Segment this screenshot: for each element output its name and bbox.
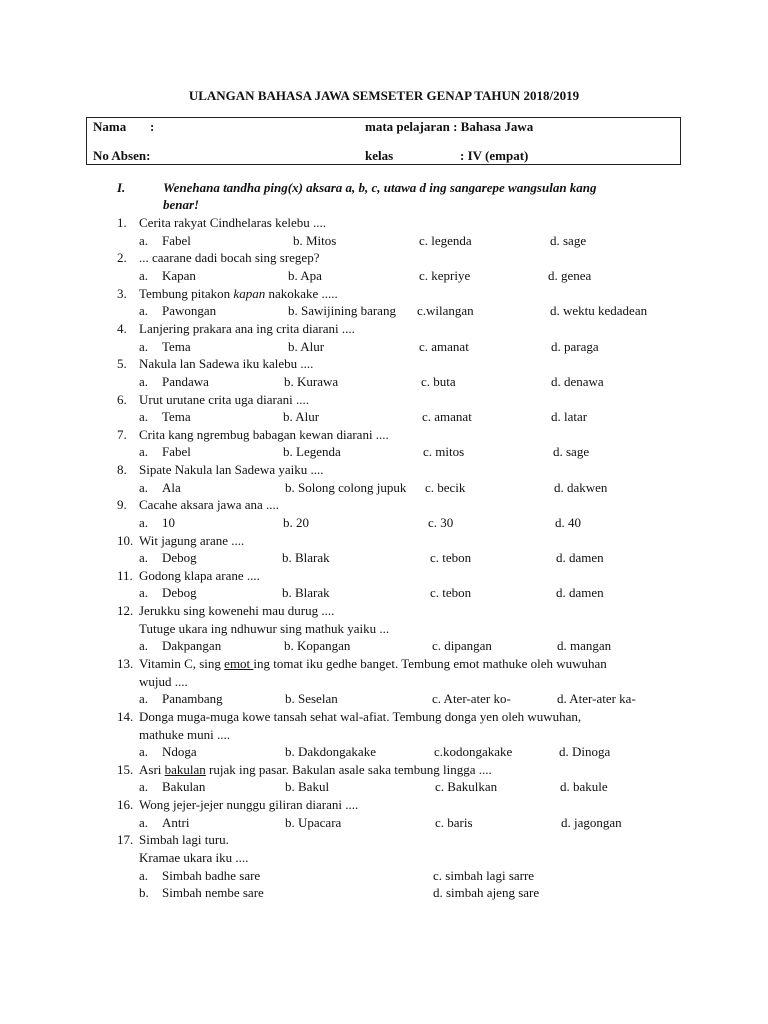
- question-text: Vitamin C, sing emot ing tomat iku gedhe banget. Tembung emot mathuke oleh wuwuhan: [139, 656, 607, 671]
- option-a-prefix: a.: [139, 638, 149, 653]
- option-a: Panambang: [162, 691, 223, 706]
- nama-colon: :: [150, 119, 155, 134]
- option-c: c. 30: [428, 515, 454, 530]
- option-a-prefix: a.: [139, 233, 149, 248]
- option-c: c. legenda: [419, 233, 472, 248]
- option-a-prefix: a.: [139, 515, 149, 530]
- question-text: Cerita rakyat Cindhelaras kelebu ....: [139, 215, 326, 230]
- emphasized-word: kapan: [233, 286, 266, 301]
- option-a-prefix: a.: [139, 339, 149, 354]
- option-c: c. buta: [421, 374, 456, 389]
- question-number: 6.: [117, 392, 127, 407]
- option-b: b. Mitos: [293, 233, 337, 248]
- question-text: Nakula lan Sadewa iku kalebu ....: [139, 356, 314, 371]
- question-number: 3.: [117, 286, 127, 301]
- question-text: Jerukku sing kowenehi mau durug ....: [139, 603, 335, 618]
- option-a-prefix: a.: [139, 585, 149, 600]
- option-a: Bakulan: [162, 779, 206, 794]
- option-d: d. sage: [553, 444, 590, 459]
- question-text-line-2: Tutuge ukara ing ndhuwur sing mathuk yaiku ...: [139, 621, 390, 636]
- question-text: Sipate Nakula lan Sadewa yaiku ....: [139, 462, 324, 477]
- option-c: c. Bakulkan: [435, 779, 498, 794]
- question-text: ... caarane dadi bocah sing sregep?: [139, 250, 320, 265]
- absen-label: No Absen:: [93, 148, 151, 163]
- option-b: b. Blarak: [282, 550, 330, 565]
- option-b: b. 20: [283, 515, 309, 530]
- option-a-prefix: a.: [139, 868, 149, 883]
- question-text: Wit jagung arane ....: [139, 533, 245, 548]
- option-c: c. kepriye: [419, 268, 471, 283]
- option-d: d. damen: [556, 585, 604, 600]
- question-number: 8.: [117, 462, 127, 477]
- question-number: 4.: [117, 321, 127, 336]
- question-text: Cacahe aksara jawa ana ....: [139, 497, 280, 512]
- option-b: b. Bakul: [285, 779, 330, 794]
- option-a: Tema: [162, 409, 191, 424]
- question-text-line-2: wujud ....: [139, 674, 188, 689]
- question-number: 13.: [117, 656, 134, 671]
- option-a: Ala: [162, 480, 181, 495]
- question-text: Simbah lagi turu.: [139, 832, 229, 847]
- question-number: 9.: [117, 497, 127, 512]
- question-number: 2.: [117, 250, 127, 265]
- option-b: b. Alur: [283, 409, 320, 424]
- section-numeral: I.: [117, 180, 126, 195]
- option-c: c. dipangan: [432, 638, 492, 653]
- question-number: 17.: [117, 832, 134, 847]
- option-b-prefix: b.: [139, 885, 149, 900]
- option-c: c.kodongakake: [434, 744, 513, 759]
- option-c: c. amanat: [419, 339, 469, 354]
- option-d: d. mangan: [557, 638, 612, 653]
- instruction-line-1: Wenehana tandha ping(x) aksara a, b, c, utawa d ing sangarepe wangsulan kang: [163, 180, 597, 195]
- option-b: b. Seselan: [285, 691, 338, 706]
- kelas-value: : IV (empat): [460, 148, 529, 163]
- option-a-prefix: a.: [139, 744, 149, 759]
- option-b: Simbah nembe sare: [162, 885, 264, 900]
- question-number: 12.: [117, 603, 134, 618]
- option-d: d. latar: [551, 409, 588, 424]
- option-d: d. sage: [550, 233, 587, 248]
- option-d: d. simbah ajeng sare: [433, 885, 540, 900]
- option-d: d. damen: [556, 550, 604, 565]
- option-a: Dakpangan: [162, 638, 222, 653]
- question-number: 5.: [117, 356, 127, 371]
- option-a-prefix: a.: [139, 550, 149, 565]
- option-a-prefix: a.: [139, 444, 149, 459]
- option-c: c. baris: [435, 815, 473, 830]
- question-text: Tembung pitakon kapan nakokake .....: [139, 286, 338, 301]
- option-a: Ndoga: [162, 744, 197, 759]
- underlined-word: emot: [224, 656, 254, 671]
- question-number: 11.: [117, 568, 133, 583]
- option-a-prefix: a.: [139, 779, 149, 794]
- option-a-prefix: a.: [139, 303, 149, 318]
- option-a: 10: [162, 515, 175, 530]
- option-a-prefix: a.: [139, 691, 149, 706]
- question-text: Donga muga-muga kowe tansah sehat wal-afiat. Tembung donga yen oleh wuwuhan,: [139, 709, 582, 724]
- option-d: d. 40: [555, 515, 581, 530]
- instruction-line-2: benar!: [163, 197, 200, 212]
- option-d: d. jagongan: [561, 815, 622, 830]
- underlined-word: bakulan: [164, 762, 206, 777]
- question-text-line-2: Kramae ukara iku ....: [139, 850, 249, 865]
- option-a: Fabel: [162, 233, 191, 248]
- option-b: b. Dakdongakake: [285, 744, 376, 759]
- question-text: Wong jejer-jejer nunggu giliran diarani ....: [139, 797, 359, 812]
- option-b: b. Kopangan: [284, 638, 351, 653]
- option-a: Debog: [162, 550, 197, 565]
- option-a: Simbah badhe sare: [162, 868, 261, 883]
- option-c: c. Ater-ater ko-: [432, 691, 511, 706]
- option-d: d. paraga: [551, 339, 599, 354]
- option-a-prefix: a.: [139, 268, 149, 283]
- option-b: b. Alur: [288, 339, 325, 354]
- nama-label: Nama: [93, 119, 127, 134]
- option-b: b. Blarak: [282, 585, 330, 600]
- option-a-prefix: a.: [139, 480, 149, 495]
- option-a: Kapan: [162, 268, 196, 283]
- option-a: Tema: [162, 339, 191, 354]
- page-title: ULANGAN BAHASA JAWA SEMSETER GENAP TAHUN 2018/2019: [188, 88, 580, 103]
- option-c: c. amanat: [422, 409, 472, 424]
- option-b: b. Kurawa: [284, 374, 339, 389]
- option-d: d. genea: [548, 268, 592, 283]
- question-text: Godong klapa arane ....: [139, 568, 260, 583]
- option-b: b. Legenda: [283, 444, 341, 459]
- option-b: b. Apa: [288, 268, 322, 283]
- option-c: c. tebon: [430, 550, 472, 565]
- question-number: 10.: [117, 533, 134, 548]
- option-d: d. bakule: [560, 779, 608, 794]
- option-d: d. denawa: [551, 374, 604, 389]
- option-d: d. Ater-ater ka-: [557, 691, 636, 706]
- question-number: 1.: [117, 215, 127, 230]
- option-d: d. wektu kedadean: [550, 303, 648, 318]
- option-a: Pandawa: [162, 374, 209, 389]
- option-a: Debog: [162, 585, 197, 600]
- option-b: b. Sawijining barang: [288, 303, 396, 318]
- option-a-prefix: a.: [139, 409, 149, 424]
- option-d: d. dakwen: [554, 480, 608, 495]
- option-a: Fabel: [162, 444, 191, 459]
- question-text-line-2: mathuke muni ....: [139, 727, 230, 742]
- question-text: Lanjering prakara ana ing crita diarani ....: [139, 321, 355, 336]
- option-c: c. mitos: [423, 444, 465, 459]
- question-number: 16.: [117, 797, 134, 812]
- question-text: Crita kang ngrembug babagan kewan diarani ....: [139, 427, 389, 442]
- option-a-prefix: a.: [139, 374, 149, 389]
- option-c: c. tebon: [430, 585, 472, 600]
- option-b: b. Upacara: [285, 815, 342, 830]
- option-c: c. becik: [425, 480, 466, 495]
- question-text: Urut urutane crita uga diarani ....: [139, 392, 310, 407]
- option-a-prefix: a.: [139, 815, 149, 830]
- option-b: b. Solong colong jupuk: [285, 480, 407, 495]
- question-number: 7.: [117, 427, 127, 442]
- option-d: d. Dinoga: [559, 744, 611, 759]
- question-text: Asri bakulan rujak ing pasar. Bakulan asale saka tembung lingga ....: [139, 762, 492, 777]
- question-number: 15.: [117, 762, 134, 777]
- question-number: 14.: [117, 709, 134, 724]
- subject-text: mata pelajaran : Bahasa Jawa: [365, 119, 534, 134]
- option-a: Antri: [162, 815, 190, 830]
- option-c: c.wilangan: [417, 303, 474, 318]
- option-c: c. simbah lagi sarre: [433, 868, 535, 883]
- kelas-label: kelas: [365, 148, 394, 163]
- option-a: Pawongan: [162, 303, 217, 318]
